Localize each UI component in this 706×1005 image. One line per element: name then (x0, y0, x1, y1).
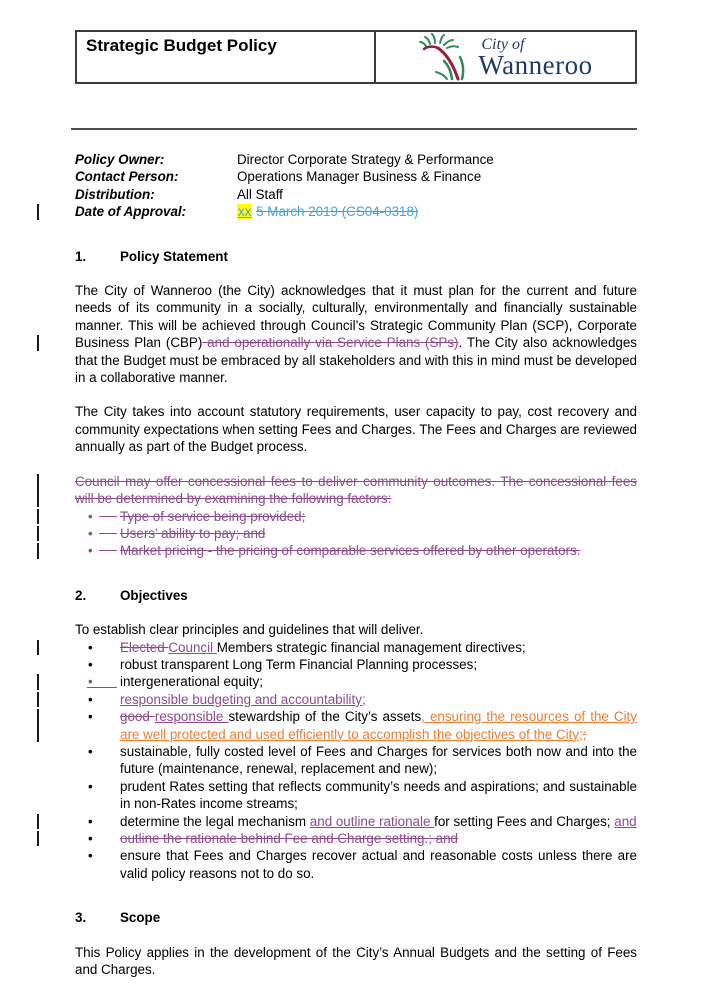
paragraph (75, 282, 637, 386)
text: This Policy applies in the development of the City’s Annual Budgets and the setting of Fees and Charges. (75, 944, 637, 978)
bullet-text (120, 847, 637, 882)
text: All Staff (237, 186, 283, 202)
deleted-text: Elected (120, 639, 169, 655)
bullet-icon: • (88, 813, 93, 829)
bullet-text (120, 656, 637, 673)
inserted-text: and (614, 813, 637, 829)
bullet-text (120, 673, 637, 690)
bullet-icon: • (75, 542, 120, 559)
metadata-label: Distribution: (75, 186, 155, 202)
bullet-text (120, 542, 637, 559)
inserted-text: , ensuring the resources of the City are well protected and used efficiently to accomplish the objectives of the City; (120, 709, 637, 742)
deleted-text: Market pricing - the pricing of comparable services offered by other operators. (120, 543, 581, 559)
bullet-item (75, 830, 637, 847)
bullet-item (75, 708, 637, 743)
change-bar (37, 335, 39, 350)
city-of-wanneroo-logo (418, 33, 476, 81)
logo-wanneroo: Wanneroo (478, 49, 593, 80)
header-table (75, 30, 637, 84)
text: The City takes into account statutory requirements, user capacity to pay, cost recovery and community expectations when setting Fees and Charges. The Fees and Charges are reviewed annually as part of the Budget process. (75, 404, 637, 455)
bullet-item (75, 778, 637, 813)
paragraph (75, 473, 637, 508)
document-body (75, 248, 637, 979)
bullet-text (120, 708, 637, 743)
bullet-icon: • (88, 656, 93, 672)
bullet-text (120, 691, 637, 708)
bullet-text (120, 743, 637, 778)
inserted-text: responsible (154, 709, 229, 725)
paragraph (75, 403, 637, 455)
bullet-text (120, 639, 637, 656)
inserted-text: Council (168, 639, 217, 655)
bullet-item (75, 847, 637, 882)
bullet-icon: • (88, 709, 93, 725)
bullet-icon: • (88, 848, 93, 864)
bullet-item (75, 525, 637, 542)
bullet-icon: • (88, 778, 93, 794)
bullet-item (75, 508, 637, 525)
deleted-text: Users’ ability to pay; and (120, 525, 266, 541)
deleted-text: Type of service being provided; (120, 508, 306, 524)
bullet-icon: • (88, 639, 93, 655)
deleted-text: and operationally via Service Plans (SPs) (202, 335, 459, 351)
text: ensure that Fees and Charges recover actual and reasonable costs unless there are valid policy reasons not to do so. (120, 848, 637, 881)
text: sustainable, fully costed level of Fees and Charges for services both now and into the future (maintenance, renewal, replacement and new); (120, 743, 637, 777)
text: Director Corporate Strategy & Performance (237, 152, 494, 167)
bullet-icon: • (88, 691, 93, 707)
bullet-item (75, 813, 637, 830)
text: Operations Manager Business & Finance (237, 169, 482, 185)
section-heading (75, 909, 637, 926)
kangaroo-paw-icon (418, 33, 476, 81)
metadata-row (75, 151, 637, 168)
logo-cell (376, 32, 635, 82)
metadata-value (237, 151, 637, 168)
text: determine the legal mechanism (120, 813, 310, 829)
deleted-text: outline the rationale behind Fee and Charge setting.; and (120, 831, 458, 846)
bullet-item (75, 743, 637, 778)
bullet-text (120, 778, 637, 813)
bullet-text (120, 813, 637, 830)
bullet-icon: • (88, 743, 93, 759)
section-number: 1. (75, 248, 87, 264)
document-title: Strategic Budget Policy (77, 32, 376, 82)
section-heading (75, 248, 637, 265)
inserted-text: and outline rationale (309, 813, 435, 829)
bullet-item (75, 542, 637, 559)
bullet-icon: • (88, 831, 93, 846)
text: To establish clear principles and guidelines that will deliver. (75, 622, 424, 638)
text: intergenerational equity; (120, 674, 263, 690)
paragraph (75, 944, 637, 979)
paragraph (75, 621, 637, 638)
text: The City of Wanneroo (the City) acknowledges that it must plan for the current and future needs of its community in a socially, culturally, environmentally and financially sustainable manner. This will be achieved through Council’s Strategic Community Plan (SCP), Corporate Business Plan (CBP) (75, 283, 637, 351)
deleted-text: ; (582, 726, 587, 742)
text: prudent Rates setting that reflects community’s needs and aspirations; and sustainable in non-Rates income streams; (120, 778, 637, 812)
bullet-icon: • (75, 673, 120, 690)
metadata-row (75, 168, 637, 185)
deleted-text: 5 March 2019 (CS04-0318) (256, 204, 419, 220)
divider-rule (71, 128, 637, 130)
section-number: 2. (75, 587, 87, 603)
section-number: 3. (75, 910, 87, 926)
text: stewardship of the City’s assets (228, 709, 422, 725)
metadata-value (237, 168, 637, 185)
text: robust transparent Long Term Financial Planning processes; (120, 656, 478, 672)
deleted-text: Council may offer concessional fees to deliver community outcomes. The concessional fees will be determined by examining the following factors: (75, 473, 637, 507)
deleted-text: good (120, 709, 155, 725)
metadata-label: Date of Approval: (75, 204, 187, 220)
bullet-item (75, 673, 637, 690)
metadata-label: Contact Person: (75, 169, 179, 185)
section-title: Policy Statement (120, 248, 228, 264)
logo-wordmark (478, 37, 592, 78)
text: . The City also acknowledges that the Budget must be embraced by all stakeholders and with this in mind must be developed in a collaborative manner. (75, 335, 637, 386)
metadata-row (75, 186, 637, 203)
bullet-text (120, 508, 637, 525)
section-title: Scope (120, 910, 161, 926)
bullet-text (120, 525, 637, 542)
inserted-text: xx (238, 204, 252, 220)
section-heading (75, 587, 637, 604)
metadata-value (237, 186, 637, 203)
text: for setting Fees and Charges; (434, 813, 615, 829)
bullet-icon: • (75, 508, 120, 525)
bullet-item (75, 639, 637, 656)
logo-city-of: City of (481, 35, 525, 53)
inserted-text: responsible budgeting and accountability; (120, 691, 366, 707)
metadata-label: Policy Owner: (75, 152, 165, 167)
text: Members strategic financial management directives; (216, 639, 526, 655)
metadata-row (75, 203, 637, 220)
bullet-icon: • (75, 525, 120, 542)
metadata-value (237, 203, 637, 220)
bullet-item (75, 656, 637, 673)
metadata-block (75, 151, 637, 221)
bullet-text (120, 830, 637, 847)
section-title: Objectives (120, 587, 188, 603)
bullet-item (75, 691, 637, 708)
